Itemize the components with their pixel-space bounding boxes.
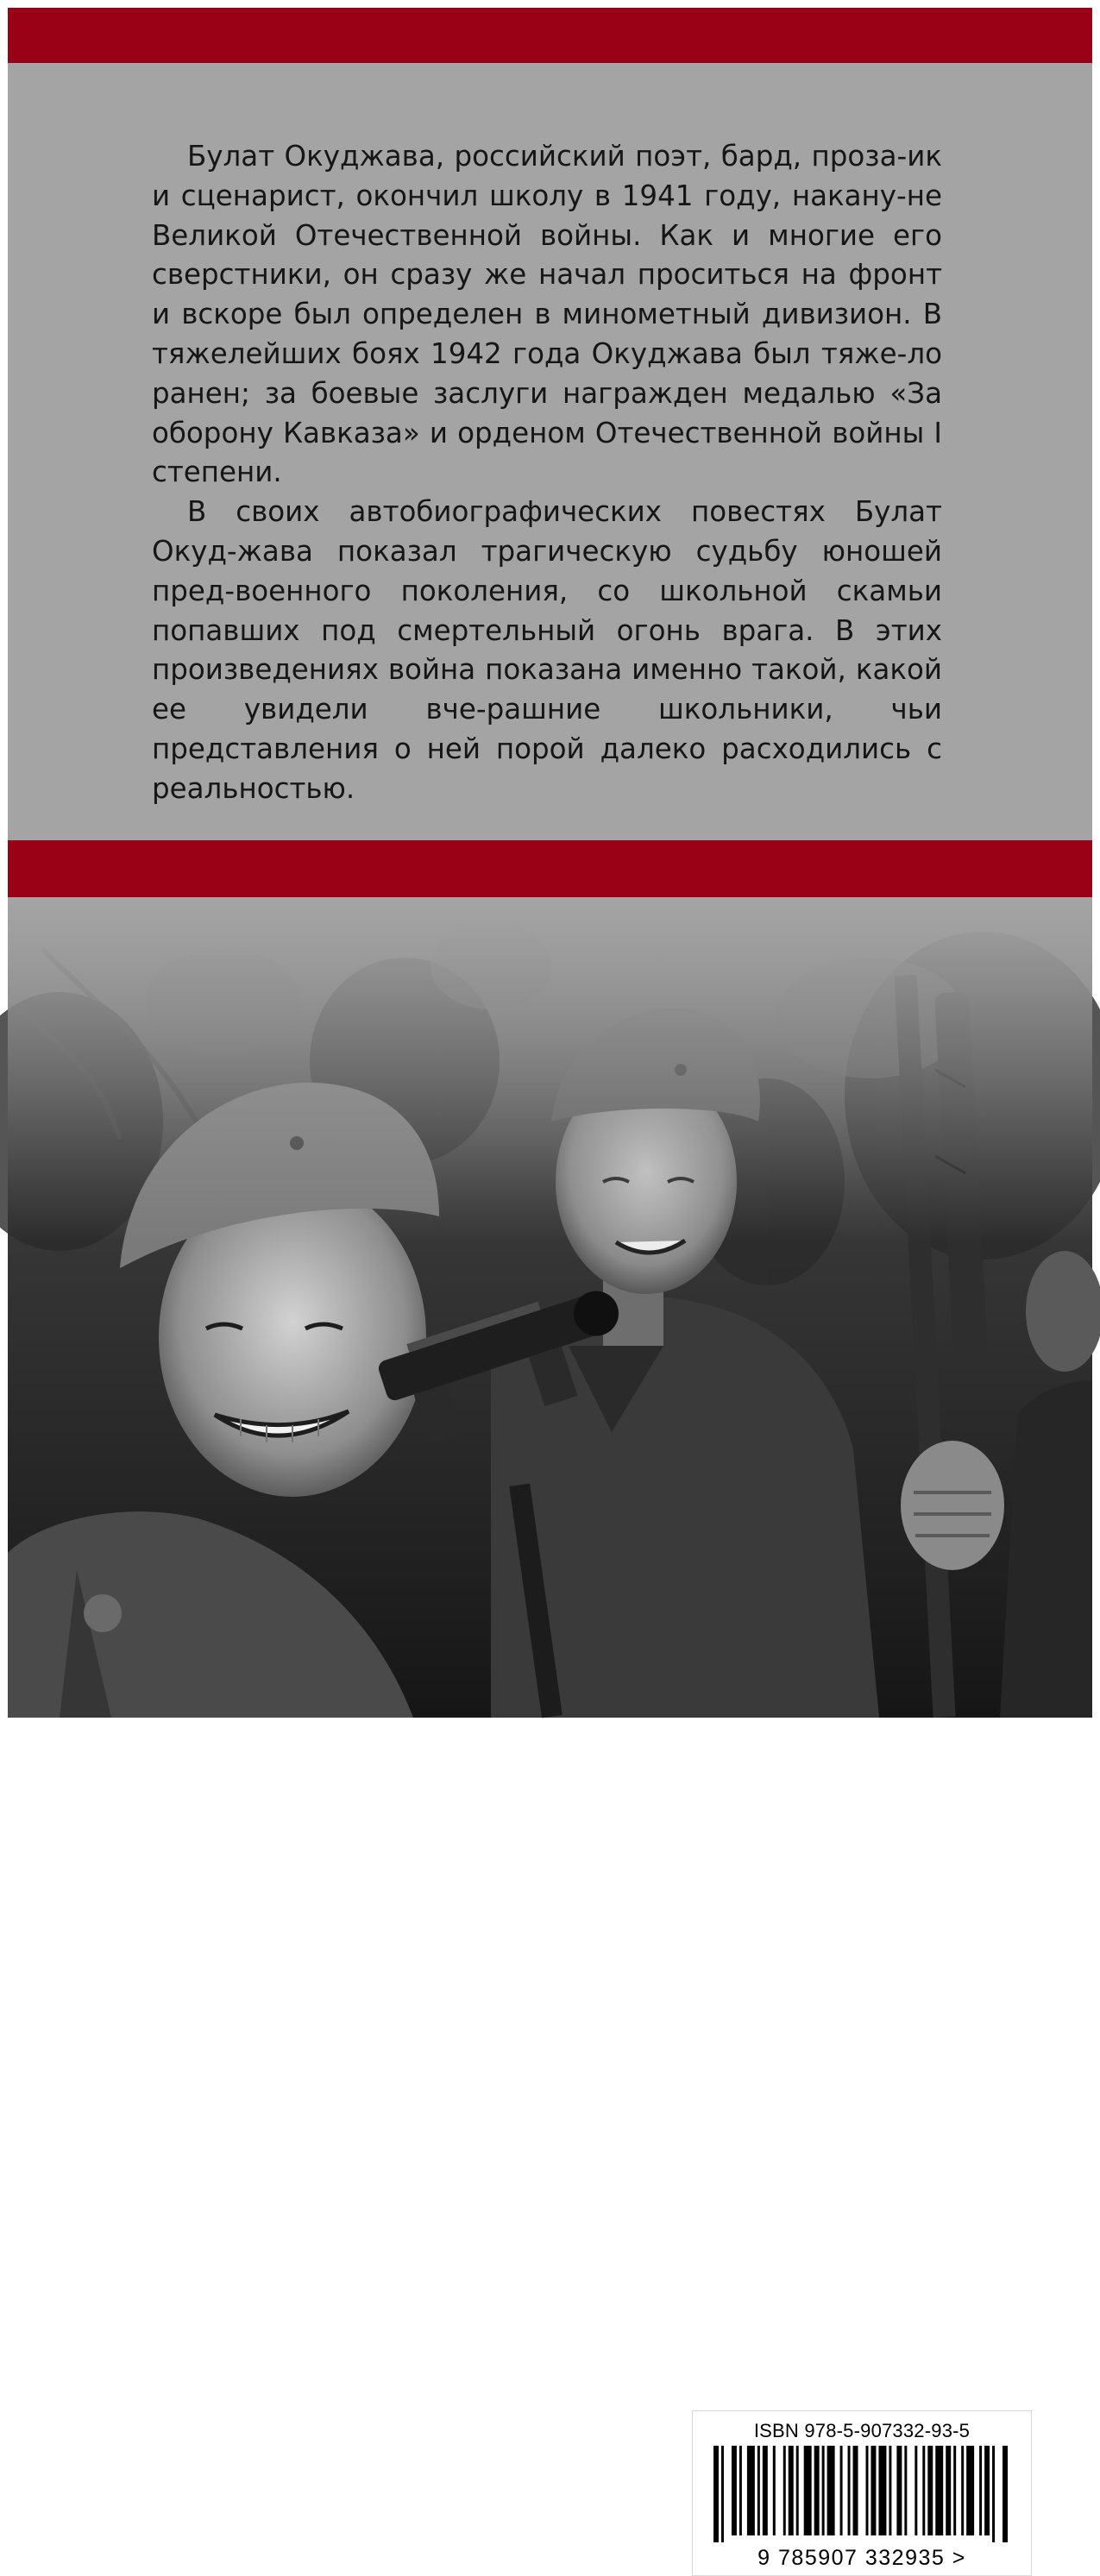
annotation-paragraph-1: Булат Окуджава, российский поэт, бард, проза-ик и сценарист, окончил школу в 1941 году, накану-не Великой Отечественной войны. Как и многие его сверстники, он сразу же начал проситься на фронт и вскоре был определен в минометный дивизион. В тяжелейших боях 1942 года Окуджава был тяже-ло ранен; за боевые заслуги награжден медалью «За оборону Кавказа» и орденом Отечественной войны I степени. — [152, 140, 942, 489]
isbn-label: ISBN 978-5-907332-93-5 — [753, 2420, 971, 2441]
book-back-cover — [8, 8, 1092, 2570]
top-red-band — [8, 8, 1092, 63]
soldiers-photo-image — [8, 897, 1092, 1718]
isbn-barcode-block — [692, 2410, 1032, 2576]
soldiers-photo — [8, 897, 1092, 2570]
barcode-icon — [713, 2446, 1010, 2542]
barcode-digits: 9 785907 332935 > — [757, 2546, 966, 2570]
middle-red-band — [8, 840, 1092, 897]
annotation-paragraph-2: В своих автобиографических повестях Булат Окуд-жава показал трагическую судьбу юношей пред-военного поколения, со школьной скамьи попавших под смертельный огонь врага. В этих произведениях война показана именно такой, какой ее увидели вче-рашние школьники, чьи представления о ней порой далеко расходились с реальностью. — [152, 495, 942, 805]
book-annotation — [152, 137, 942, 809]
